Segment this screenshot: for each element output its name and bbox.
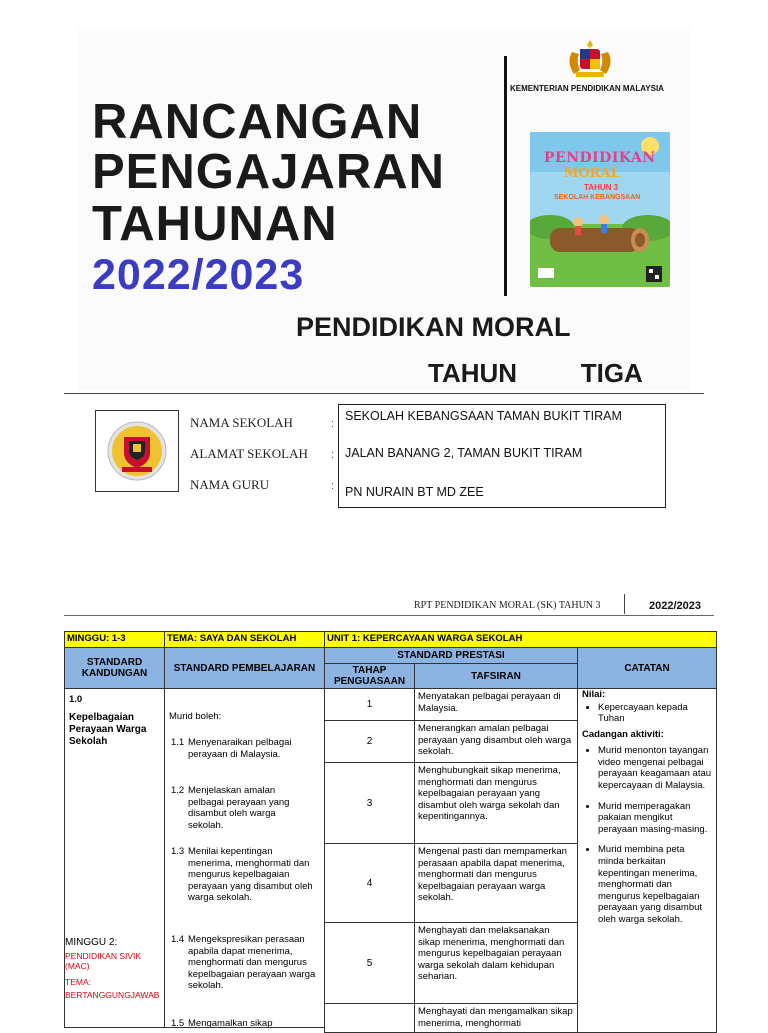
sp-item-number: 1.5 xyxy=(171,1018,185,1028)
header-standard-pembelajaran: STANDARD PEMBELAJARAN xyxy=(164,647,325,689)
standard-pembelajaran-cell xyxy=(164,688,325,1028)
tahap-level-cell: 3 xyxy=(324,762,415,844)
tafsiran-cell: Menghubungkait sikap menerima, menghormati dan mengurus kepelbagaian perayaan yang disambut oleh warga sekolah dan kepentingannya. xyxy=(414,762,578,844)
school-address-value: JALAN BANANG 2, TAMAN BUKIT TIRAM xyxy=(345,446,583,460)
document-header-title: RPT PENDIDIKAN MORAL (SK) TAHUN 3 xyxy=(414,600,601,611)
header-standard-kandungan: STANDARD KANDUNGAN xyxy=(64,647,165,689)
teacher-name-value: PN NURAIN BT MD ZEE xyxy=(345,485,484,499)
tahap-level-cell: 1 xyxy=(324,688,415,721)
aktiviti-label: Cadangan aktiviti: xyxy=(582,728,664,740)
nilai-list xyxy=(582,702,713,725)
school-logo-frame xyxy=(95,410,179,492)
catatan-cell xyxy=(577,688,717,1033)
sp-item-text: Menjelaskan amalan pelbagai perayaan yang disambut oleh warga sekolah. xyxy=(188,785,290,831)
colon-separator: : xyxy=(331,449,335,461)
nilai-label: Nilai: xyxy=(582,689,606,700)
header-rule xyxy=(64,615,714,616)
cover-subject: PENDIDIKAN MORAL xyxy=(296,312,571,342)
tafsiran-cell: Menghayati dan mengamalkan sikap menerima, menghormati xyxy=(414,1003,578,1033)
cover-year: 2022/2023 xyxy=(92,251,305,299)
nilai-item: • Kepercayaan kepada Tuhan xyxy=(598,702,713,725)
colon-separator: : xyxy=(331,418,335,430)
cover-title-line-3: TAHUNAN xyxy=(92,197,338,251)
tahap-level-cell: 5 xyxy=(324,922,415,1004)
week-cell: MINGGU: 1-3 xyxy=(64,631,165,648)
tahap-level-cell: 2 xyxy=(324,720,415,763)
tafsiran-cell: Menyatakan pelbagai perayaan di Malaysia. xyxy=(414,688,578,721)
cover-title-line-2: PENGAJARAN xyxy=(92,145,446,199)
header-tafsiran: TAFSIRAN xyxy=(414,663,578,689)
teacher-name-label: NAMA GURU xyxy=(190,477,270,492)
school-logo-icon xyxy=(96,411,178,491)
book-tahun: TAHUN 3 xyxy=(584,183,619,192)
sp-item-number: 1.3 xyxy=(171,846,185,857)
school-name-label: NAMA SEKOLAH xyxy=(190,415,293,430)
theme-cell: TEMA: SAYA DAN SEKOLAH xyxy=(164,631,325,648)
header-standard-prestasi: STANDARD PRESTASI xyxy=(324,647,578,664)
document-header-year: 2022/2023 xyxy=(649,600,701,612)
cover-grade: TAHUN TIGA xyxy=(428,358,643,388)
aktiviti-item: • Murid menonton tayangan video mengenai pelbagai perayaan keagamaan atau kepercayaan di Malaysia. xyxy=(598,745,713,791)
sk-number: 1.0 xyxy=(69,694,83,705)
tafsiran-cell: Mengenal pasti dan mempamerkan perasaan apabila dapat menerima, menghormati dan mengurus kepelbagaian perayaan warga sekolah. xyxy=(414,843,578,923)
colon-separator: : xyxy=(331,480,335,492)
header-divider xyxy=(624,594,625,614)
week2-label: MINGGU 2: xyxy=(65,937,118,948)
cover-title-line-1: RANCANGAN xyxy=(92,95,423,149)
sp-intro: Murid boleh: xyxy=(169,711,222,722)
standard-kandungan-cell xyxy=(64,688,165,1028)
tafsiran-cell: Menghayati dan melaksanakan sikap menerima, menghormati dan mengurus kepelbagaian perayaan warga sekolah dalam kehidupan seharian. xyxy=(414,922,578,1004)
header-catatan: CATATAN xyxy=(577,647,717,689)
sk-title: Kepelbagaian Perayaan Warga Sekolah xyxy=(69,712,147,748)
book-title-mid: MORAL xyxy=(564,166,620,181)
civic-theme-value: BERTANGGUNGJAWAB xyxy=(65,990,160,1000)
aktiviti-item: • Murid memperagakan pakaian mengikut perayaan masing-masing. xyxy=(598,801,713,836)
header-tahap-penguasaan: TAHAP PENGUASAAN xyxy=(324,663,415,689)
sp-item-text: Mengamalkan sikap xyxy=(188,1018,273,1028)
sp-item-number: 1.2 xyxy=(171,785,185,796)
cover-rule xyxy=(64,393,704,394)
school-name-value: SEKOLAH KEBANGSAAN TAMAN BUKIT TIRAM xyxy=(345,409,622,423)
sp-item-number: 1.4 xyxy=(171,934,185,945)
sp-item-text: Menilai kepentingan menerima, menghormati dan mengurus kepelbagaian perayaan yang disambut oleh warga sekolah. xyxy=(188,846,313,904)
sp-item-number: 1.1 xyxy=(171,737,185,748)
tafsiran-cell: Menerangkan amalan pelbagai perayaan yang disambut oleh warga sekolah. xyxy=(414,720,578,763)
textbook-cover-image xyxy=(530,132,670,287)
book-title-top: PENDIDIKAN xyxy=(544,150,656,166)
cover-divider xyxy=(504,56,507,296)
sp-item-text: Menyenaraikan pelbagai perayaan di Malaysia. xyxy=(188,737,292,760)
civic-subject: PENDIDIKAN SIVIK (MAC) xyxy=(65,951,142,972)
book-level: SEKOLAH KEBANGSAAN xyxy=(554,194,641,201)
school-address-label: ALAMAT SEKOLAH xyxy=(190,446,308,461)
malaysia-coat-of-arms-icon xyxy=(564,38,616,82)
unit-cell: UNIT 1: KEPERCAYAAN WARGA SEKOLAH xyxy=(324,631,717,648)
civic-theme-label: TEMA: xyxy=(65,977,91,987)
aktiviti-item: • Murid membina peta minda berkaitan kepentingan menerima, menghormati dan mengurus kepelbagaian perayaan yang disambut oleh warga sekolah. xyxy=(598,844,713,925)
aktiviti-list xyxy=(582,745,713,925)
sp-item-text: Mengekspresikan perasaan apabila dapat menerima, menghormati dan mengurus kepelbagaian perayaan warga sekolah. xyxy=(188,934,316,992)
tahap-level-cell xyxy=(324,1003,415,1033)
tahap-level-cell: 4 xyxy=(324,843,415,923)
ministry-label: KEMENTERIAN PENDIDIKAN MALAYSIA xyxy=(510,84,664,93)
